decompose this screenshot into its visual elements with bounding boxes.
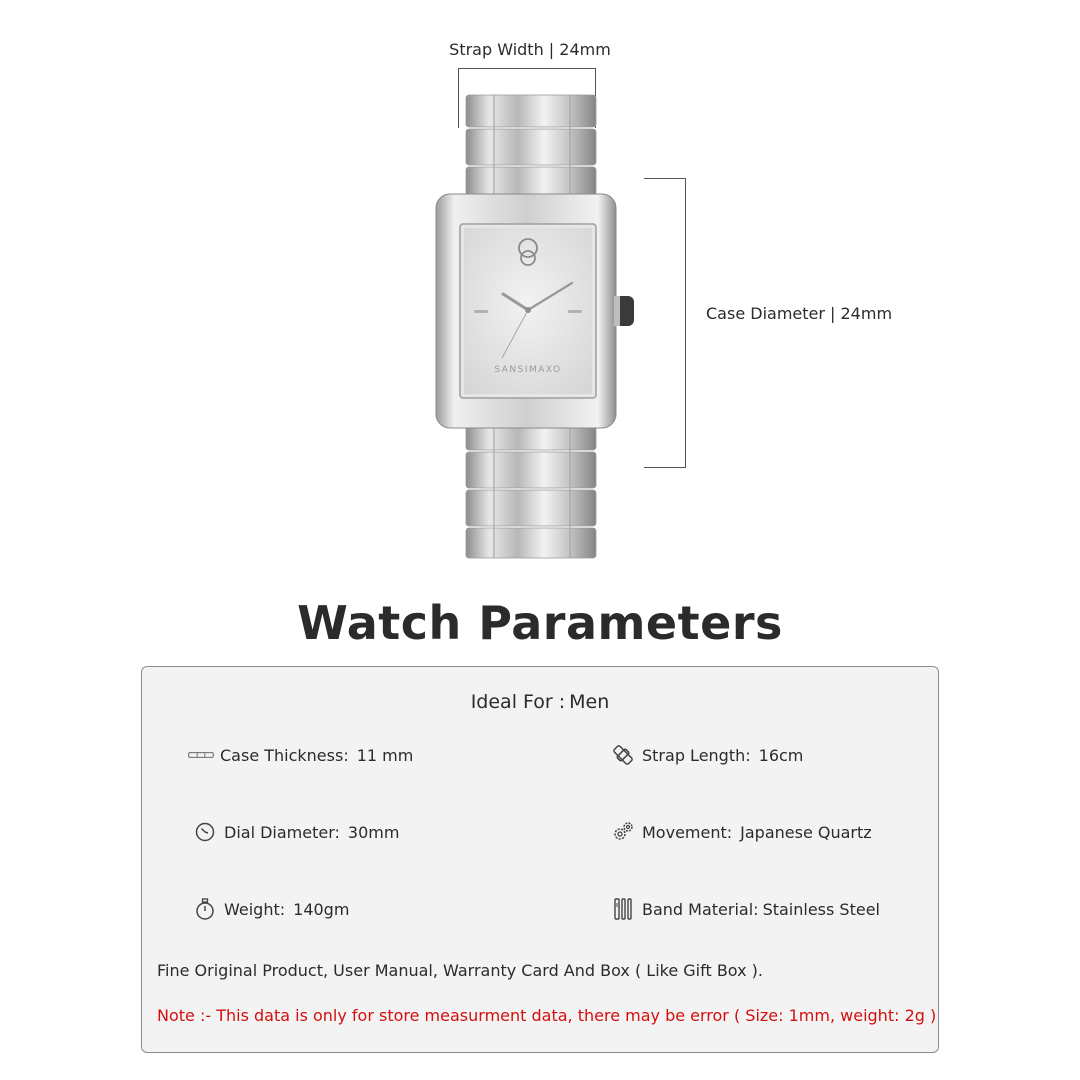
watch-image — [420, 90, 660, 565]
package-contents: Fine Original Product, User Manual, Warranty Card And Box ( Like Gift Box ). — [157, 961, 763, 980]
spec-label: Dial Diameter: — [224, 822, 340, 842]
stopwatch-icon — [192, 897, 218, 921]
page-title: Watch Parameters — [297, 596, 783, 650]
spec-dial-diameter — [192, 820, 399, 844]
spec-case-thickness — [188, 743, 413, 767]
strap-width-label: Strap Width | 24mm — [449, 40, 611, 59]
ideal-for-label: Ideal For : — [470, 691, 566, 713]
spec-strap-length — [610, 743, 803, 767]
ideal-for — [142, 691, 938, 713]
dial-icon — [192, 820, 218, 844]
spec-value: 30mm — [347, 822, 400, 842]
spec-weight — [192, 897, 349, 921]
spec-label: Movement: — [642, 822, 733, 842]
parameters-panel — [141, 666, 939, 1053]
spec-label: Band Material: — [642, 899, 759, 919]
case-thickness-icon — [188, 743, 214, 767]
spec-value: 11 mm — [356, 745, 414, 765]
spec-value: 16cm — [758, 745, 804, 765]
spec-label: Strap Length: — [642, 745, 751, 765]
spec-band-material — [610, 897, 880, 921]
spec-value: Stainless Steel — [762, 899, 880, 919]
spec-label: Weight: — [224, 899, 286, 919]
ideal-for-value: Men — [569, 691, 610, 713]
spec-value: 140gm — [293, 899, 350, 919]
spec-movement — [610, 820, 872, 844]
measurement-note: Note :- This data is only for store measurment data, there may be error ( Size: 1mm, weight: 2g ) — [157, 1006, 937, 1025]
case-diameter-label: Case Diameter | 24mm — [706, 304, 893, 323]
strap-icon — [610, 743, 636, 767]
spec-label: Case Thickness: — [220, 745, 349, 765]
gears-icon — [610, 820, 636, 844]
dial-brand-text: SANSIMAXO — [494, 365, 562, 375]
spec-value: Japanese Quartz — [740, 822, 872, 842]
tools-icon — [610, 897, 636, 921]
